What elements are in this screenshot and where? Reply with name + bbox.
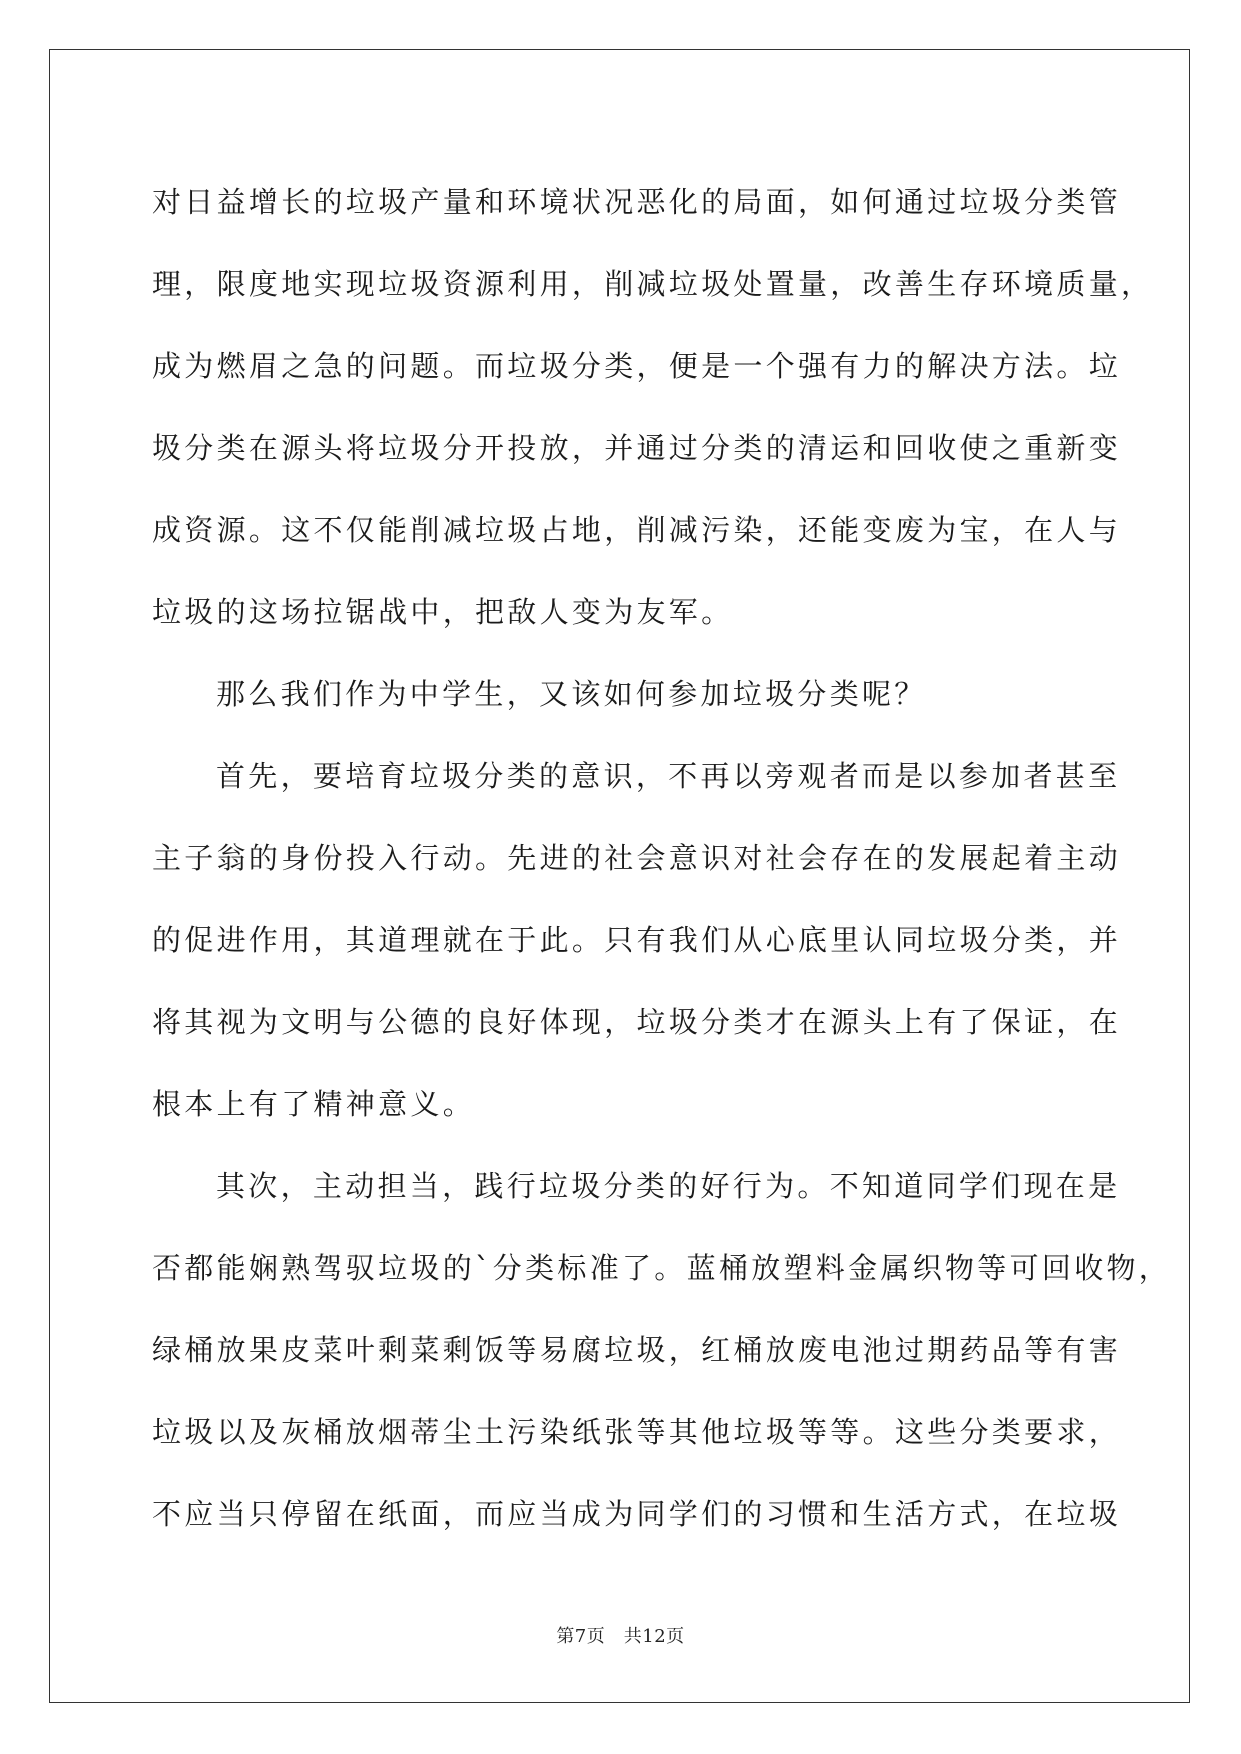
text-line: 成资源。这不仅能削减垃圾占地，削减污染，还能变废为宝，在人与 — [152, 513, 1122, 547]
paragraph-start-line: 其次，主动担当，践行垃圾分类的好行为。不知道同学们现在是 — [216, 1169, 1121, 1203]
text-line: 圾分类在源头将垃圾分开投放，并通过分类的清运和回收使之重新变 — [152, 431, 1122, 465]
text-line: 理，限度地实现垃圾资源利用，削减垃圾处置量，改善生存环境质量， — [152, 267, 1154, 301]
text-line: 不应当只停留在纸面，而应当成为同学们的习惯和生活方式，在垃圾 — [152, 1497, 1122, 1531]
text-line: 成为燃眉之急的问题。而垃圾分类，便是一个强有力的解决方法。垃 — [152, 349, 1122, 383]
text-line: 根本上有了精神意义。 — [152, 1087, 476, 1121]
text-line: 将其视为文明与公德的良好体现，垃圾分类才在源头上有了保证，在 — [152, 1005, 1122, 1039]
text-line: 垃圾的这场拉锯战中，把敌人变为友军。 — [152, 595, 734, 629]
text-line: 对日益增长的垃圾产量和环境状况恶化的局面，如何通过垃圾分类管 — [152, 185, 1122, 219]
document-body — [152, 161, 1172, 1555]
text-line: 绿桶放果皮菜叶剩菜剩饭等易腐垃圾，红桶放废电池过期药品等有害 — [152, 1333, 1122, 1367]
text-line: 主子翁的身份投入行动。先进的社会意识对社会存在的发展起着主动 — [152, 841, 1122, 875]
text-line: 的促进作用，其道理就在于此。只有我们从心底里认同垃圾分类，并 — [152, 923, 1122, 957]
paragraph-start-line: 那么我们作为中学生，又该如何参加垃圾分类呢？ — [216, 677, 927, 711]
paragraph-start-line: 首先，要培育垃圾分类的意识，不再以旁观者而是以参加者甚至 — [216, 759, 1121, 793]
text-line: 垃圾以及灰桶放烟蒂尘土污染纸张等其他垃圾等等。这些分类要求， — [152, 1415, 1122, 1449]
page-number-footer: 第7页 共12页 — [556, 1626, 685, 1647]
text-line: 否都能娴熟驾驭垃圾的`分类标准了。蓝桶放塑料金属织物等可回收物， — [152, 1251, 1172, 1285]
